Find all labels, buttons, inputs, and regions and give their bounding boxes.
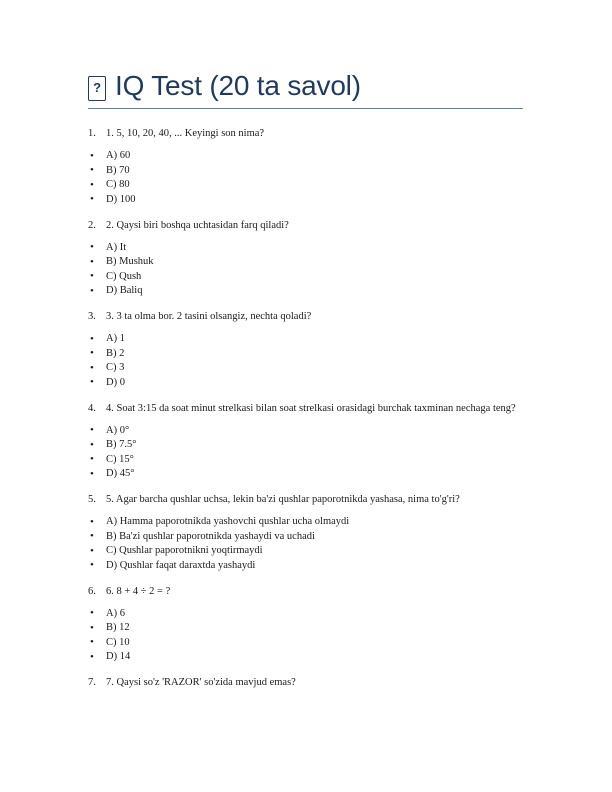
- bullet-icon: •: [90, 467, 94, 480]
- option-item: [88, 347, 516, 362]
- question-text-label: 3. 3 ta olma bor. 2 tasini olsangiz, nechta qoladi?: [106, 311, 312, 323]
- bullet-icon: •: [90, 241, 94, 254]
- option-item: [88, 650, 516, 665]
- question-text: [88, 676, 516, 691]
- question-text: [88, 585, 516, 600]
- option-item: [88, 515, 516, 530]
- question-list: [88, 127, 516, 691]
- question-number: 5.: [88, 494, 96, 506]
- option-label: B) Mushuk: [106, 256, 154, 268]
- options-list: [88, 241, 516, 299]
- option-label: B) Ba'zi qushlar paporotnikda yashaydi va uchadi: [106, 530, 315, 542]
- option-item: [88, 361, 516, 376]
- option-label: A) 60: [106, 150, 131, 162]
- bullet-icon: •: [90, 332, 94, 345]
- option-item: [88, 241, 516, 256]
- question-item: [88, 310, 516, 390]
- question-text-label: 4. Soat 3:15 da soat minut strelkasi bilan soat strelkasi orasidagi burchak taxminan nechaga teng?: [106, 402, 516, 414]
- option-item: [88, 424, 516, 439]
- question-number: 7.: [88, 677, 96, 689]
- question-text: [88, 493, 516, 508]
- option-label: C) Qush: [106, 270, 142, 282]
- question-item: [88, 676, 516, 691]
- option-label: B) 12: [106, 622, 130, 634]
- question-text: [88, 127, 516, 142]
- bullet-icon: •: [90, 361, 94, 374]
- option-item: [88, 621, 516, 636]
- question-text-label: 7. Qaysi so'z 'RAZOR' so'zida mavjud emas?: [106, 677, 296, 689]
- options-list: [88, 149, 516, 207]
- bullet-icon: •: [90, 424, 94, 437]
- question-text-label: 5. Agar barcha qushlar uchsa, lekin ba'zi qushlar paporotnikda yashasa, nima to'g'ri?: [106, 494, 460, 506]
- option-label: D) 0: [106, 376, 125, 388]
- question-number: 4.: [88, 402, 96, 414]
- question-text: [88, 310, 516, 325]
- option-label: B) 2: [106, 347, 125, 359]
- bullet-icon: •: [90, 149, 94, 162]
- bullet-icon: •: [90, 347, 94, 360]
- option-label: A) Hamma paporotnikda yashovchi qushlar ucha olmaydi: [106, 516, 350, 528]
- option-label: D) Baliq: [106, 285, 143, 297]
- option-label: A) It: [106, 241, 127, 253]
- bullet-icon: •: [90, 164, 94, 177]
- options-list: [88, 515, 516, 573]
- bullet-icon: •: [90, 255, 94, 268]
- option-item: [88, 544, 516, 559]
- option-item: [88, 376, 516, 391]
- page-content: [88, 69, 523, 691]
- question-item: [88, 127, 516, 207]
- bullet-icon: •: [90, 515, 94, 528]
- option-item: [88, 438, 516, 453]
- option-item: [88, 178, 516, 193]
- bullet-icon: •: [90, 621, 94, 634]
- question-number: 2.: [88, 219, 96, 231]
- option-label: B) 7.5°: [106, 439, 137, 451]
- question-number: 3.: [88, 311, 96, 323]
- option-item: [88, 332, 516, 347]
- option-label: D) 45°: [106, 468, 135, 480]
- bullet-icon: •: [90, 376, 94, 389]
- option-item: [88, 284, 516, 299]
- bullet-icon: •: [90, 270, 94, 283]
- option-label: C) 3: [106, 362, 125, 374]
- option-item: [88, 453, 516, 468]
- bullet-icon: •: [90, 607, 94, 620]
- bullet-icon: •: [90, 284, 94, 297]
- option-item: [88, 559, 516, 574]
- question-text: [88, 219, 516, 234]
- option-item: [88, 607, 516, 622]
- question-text-label: 1. 5, 10, 20, 40, ... Keyingi son nima?: [106, 128, 265, 140]
- option-label: A) 1: [106, 333, 125, 345]
- option-label: D) Qushlar faqat daraxtda yashaydi: [106, 559, 256, 571]
- question-text-label: 6. 8 + 4 ÷ 2 = ?: [106, 585, 171, 597]
- missing-glyph-icon: ?: [88, 76, 106, 101]
- option-label: A) 6: [106, 607, 125, 619]
- options-list: [88, 424, 516, 482]
- document-title-text: IQ Test (20 ta savol): [115, 70, 361, 101]
- question-number: 1.: [88, 128, 96, 140]
- bullet-icon: •: [90, 530, 94, 543]
- bullet-icon: •: [90, 544, 94, 557]
- option-label: C) 80: [106, 179, 130, 191]
- question-item: [88, 493, 516, 573]
- bullet-icon: •: [90, 438, 94, 451]
- option-item: [88, 636, 516, 651]
- options-list: [88, 607, 516, 665]
- option-label: A) 0°: [106, 424, 130, 436]
- question-item: [88, 402, 516, 482]
- option-label: D) 100: [106, 193, 136, 205]
- option-label: C) 15°: [106, 453, 134, 465]
- bullet-icon: •: [90, 559, 94, 572]
- bullet-icon: •: [90, 636, 94, 649]
- option-item: [88, 255, 516, 270]
- options-list: [88, 332, 516, 390]
- option-item: [88, 530, 516, 545]
- option-item: [88, 149, 516, 164]
- bullet-icon: •: [90, 178, 94, 191]
- option-item: [88, 270, 516, 285]
- document-title: [88, 69, 523, 109]
- bullet-icon: •: [90, 453, 94, 466]
- bullet-icon: •: [90, 193, 94, 206]
- option-label: C) 10: [106, 636, 130, 648]
- option-label: B) 70: [106, 164, 130, 176]
- question-item: [88, 585, 516, 665]
- bullet-icon: •: [90, 650, 94, 663]
- option-item: [88, 193, 516, 208]
- question-text-label: 2. Qaysi biri boshqa uchtasidan farq qiladi?: [106, 219, 289, 231]
- question-text: [88, 402, 516, 417]
- question-number: 6.: [88, 585, 96, 597]
- option-item: [88, 164, 516, 179]
- option-label: C) Qushlar paporotnikni yoqtirmaydi: [106, 545, 263, 557]
- option-label: D) 14: [106, 651, 131, 663]
- option-item: [88, 467, 516, 482]
- question-item: [88, 219, 516, 299]
